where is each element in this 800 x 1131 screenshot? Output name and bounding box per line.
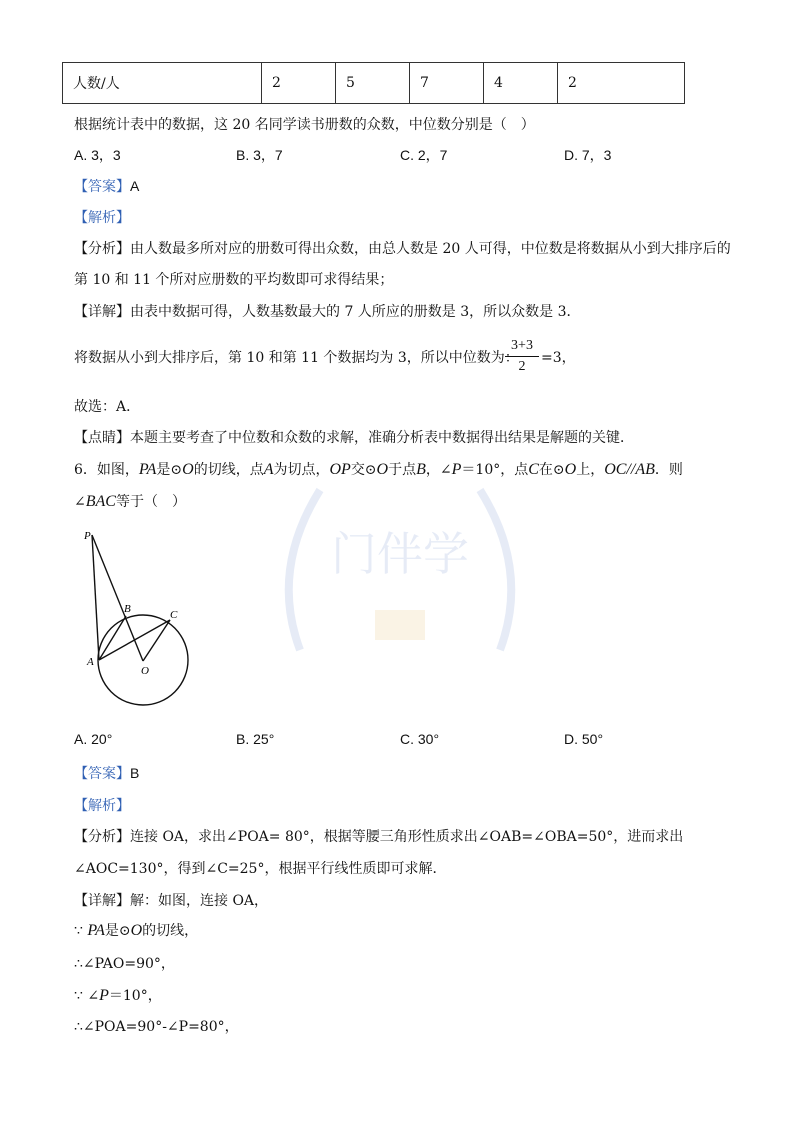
- table-row-label: 人数/人: [63, 63, 262, 104]
- step-math: PA: [87, 922, 105, 939]
- fraction-tail: =3，: [541, 350, 576, 366]
- segment-ac: [99, 620, 170, 660]
- label-o: O: [141, 665, 149, 677]
- stem-text: 于点: [388, 462, 417, 478]
- segment-oc: [143, 620, 170, 661]
- stem-text: 在⊙: [538, 462, 565, 478]
- stem-math: O: [376, 461, 389, 478]
- step-text: 是⊙: [104, 923, 131, 939]
- fenxi-tag: 【分析】: [74, 241, 130, 257]
- step-text: 的切线，: [142, 923, 199, 939]
- q6-option-c: C. 30°: [400, 731, 440, 747]
- q5-answer: [74, 176, 139, 196]
- table-cell: 2: [262, 63, 336, 104]
- table-cell: 7: [410, 63, 484, 104]
- q6-option-a: A. 20°: [74, 731, 113, 747]
- fenxi-text: 连接 OA，求出∠POA= 80°，根据等腰三角形性质求出∠OAB=∠OBA=50°，进而求出: [130, 829, 684, 845]
- stem-math: OP: [329, 461, 351, 478]
- stem-math: PA: [138, 461, 157, 478]
- label-p: P: [84, 530, 91, 542]
- q5-option-c: C. 2，7: [400, 147, 448, 163]
- stem-math: OC//AB: [604, 461, 655, 478]
- stem-text: ，∠: [425, 462, 452, 478]
- detail-tag: 【详解】: [74, 893, 130, 909]
- q5-question: 根据统计表中的数据，这 20 名同学读书册数的众数，中位数分别是（ ）: [74, 117, 535, 133]
- fenxi-text: 由人数最多所对应的册数可得出众数，由总人数是 20 人可得，中位数是将数据从小到大排序后的: [130, 241, 731, 257]
- q6-fenxi-line2: ∠AOC=130°，得到∠C=25°，根据平行线性质即可求解．: [74, 861, 447, 877]
- label-c: C: [170, 609, 178, 621]
- geometry-figure: [74, 525, 204, 715]
- stem-text: ∠: [74, 494, 86, 510]
- comment-tag: 【点睛】: [74, 430, 130, 446]
- stem-text: 6．如图，: [74, 462, 139, 478]
- stem-text: 交⊙: [350, 462, 377, 478]
- q6-step3: [74, 985, 162, 1005]
- detail-text: 解：如图，连接 OA，: [130, 893, 269, 909]
- q5-option-d: D. 7，3: [564, 147, 612, 163]
- label-a: A: [87, 656, 94, 668]
- stem-text: 为切点，: [273, 462, 330, 478]
- segment-pa: [92, 535, 99, 660]
- q5-fenxi-line1: [74, 238, 731, 258]
- q6-fenxi-line1: [74, 826, 683, 846]
- step-text: ∵: [74, 923, 88, 939]
- label-b: B: [124, 603, 131, 615]
- q5-choose: 故选：A．: [74, 399, 141, 415]
- q6-detail-line1: [74, 890, 268, 910]
- q5-detail-line1: [74, 301, 581, 321]
- q6-stem-line2: [74, 491, 186, 511]
- answer-tag: 【答案】: [74, 179, 130, 195]
- stem-math: O: [564, 461, 577, 478]
- stem-math: BAC: [85, 493, 116, 510]
- q5-option-b: B. 3，7: [236, 147, 283, 163]
- q6-step1: [74, 920, 198, 940]
- stem-math: P: [451, 461, 462, 478]
- stem-math: C: [528, 461, 539, 478]
- detail-tag: 【详解】: [74, 304, 130, 320]
- q6-option-b: B. 25°: [236, 731, 275, 747]
- q6-stem-line1: [74, 459, 683, 479]
- table-row: [63, 63, 685, 104]
- answer-value: B: [130, 765, 140, 781]
- svg-text:门伴学: 门伴学: [331, 527, 469, 581]
- stem-text: 是⊙: [156, 462, 183, 478]
- stem-math: O: [182, 461, 194, 478]
- stem-text: 上，: [576, 462, 605, 478]
- segment-po: [92, 535, 143, 661]
- answer-tag: 【答案】: [74, 766, 130, 782]
- q6-answer: [74, 763, 139, 783]
- median-fraction: [505, 338, 539, 375]
- q5-detail-line2: 将数据从小到大排序后，第 10 和第 11 个数据均为 3，所以中位数为：: [74, 350, 519, 366]
- q5-option-a: A. 3，3: [74, 147, 121, 163]
- stem-text: ．则: [654, 462, 683, 478]
- stats-table: [62, 62, 685, 104]
- step-math: O: [130, 922, 143, 939]
- q6-step2: ∴∠PAO=90°，: [74, 956, 175, 972]
- fraction-numerator: 3+3: [505, 338, 539, 357]
- table-cell: 2: [558, 63, 685, 104]
- answer-value: A: [130, 178, 140, 194]
- q6-option-d: D. 50°: [564, 731, 604, 747]
- step-math: P: [99, 987, 109, 1004]
- fraction-denominator: 2: [518, 359, 526, 374]
- table-cell: 5: [336, 63, 410, 104]
- comment-text: 本题主要考查了中位数和众数的求解，准确分析表中数据得出结果是解题的关键．: [130, 430, 634, 446]
- detail-text: 由表中数据可得，人数基数最大的 7 人所应的册数是 3，所以众数是 3．: [130, 304, 581, 320]
- stem-text: 的切线，点: [193, 462, 264, 478]
- q6-step4: ∴∠POA=90°-∠P=80°，: [74, 1019, 239, 1035]
- stem-text: ＝10°，点: [461, 462, 529, 478]
- q6-analysis-tag: 【解析】: [74, 798, 130, 814]
- stem-math: B: [416, 461, 426, 478]
- q5-analysis-tag: 【解析】: [74, 210, 130, 226]
- step-text: ＝10°，: [108, 988, 162, 1004]
- watermark-logo: [270, 450, 530, 694]
- q5-comment: [74, 427, 634, 447]
- table-cell: 4: [484, 63, 558, 104]
- step-text: ∵ ∠: [74, 988, 100, 1004]
- q5-fenxi-line2: 第 10 和 11 个所对应册数的平均数即可求得结果；: [74, 272, 394, 288]
- fenxi-tag: 【分析】: [74, 829, 130, 845]
- stem-math: A: [263, 461, 274, 478]
- stem-text: 等于（ ）: [115, 494, 186, 510]
